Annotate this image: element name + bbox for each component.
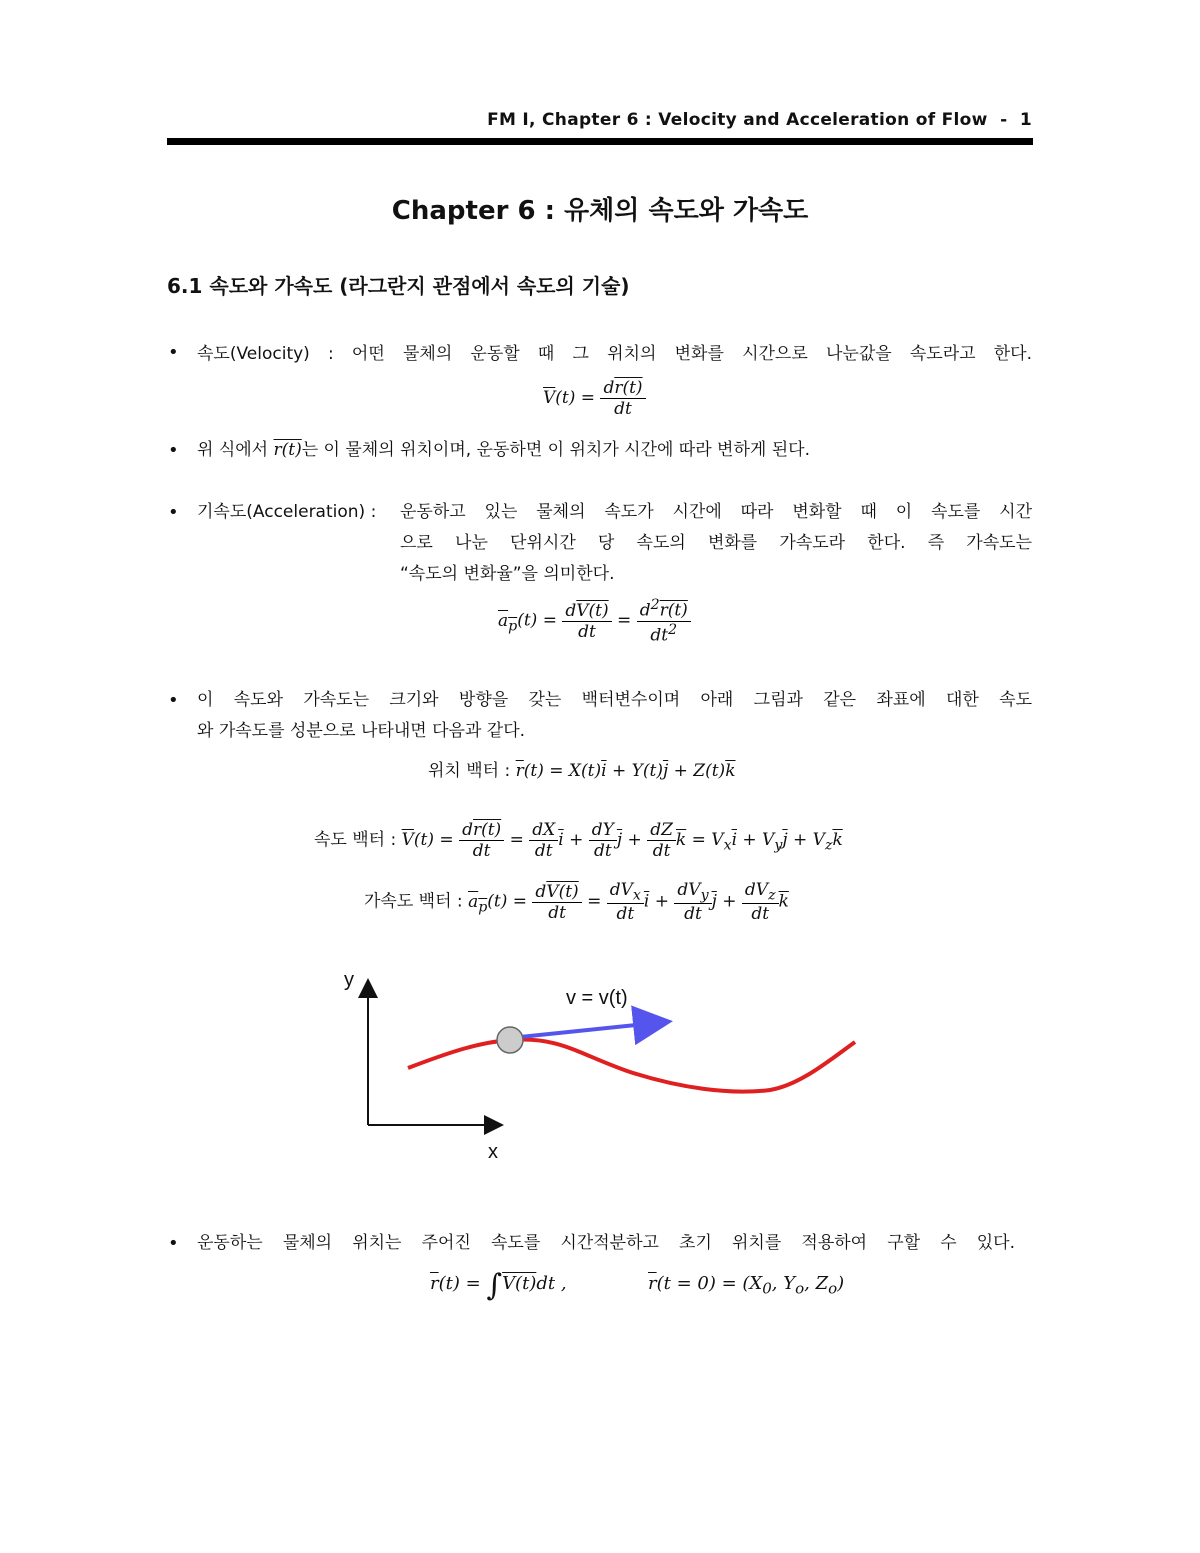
velocity-vector-label: 속도 백터 : — [314, 830, 397, 850]
running-header: FM I, Chapter 6 : Velocity and Acceleration of Flow - 1 — [487, 110, 1032, 130]
acceleration-line-3: “속도의 변화율”을 의미한다. — [400, 564, 615, 584]
bullet-marker: • — [168, 440, 179, 461]
trajectory-figure — [330, 960, 890, 1170]
position-vector-label: 위치 백터 : — [428, 761, 511, 781]
position-symbol: r(t) — [273, 440, 302, 460]
bullet-marker: • — [168, 342, 179, 363]
integral-equation: $\overline{r}(t) = \int V(t)dt$ , $\overline{r}(t = 0) = (X_0$, $Y_o$, $Z_o$) — [430, 1268, 845, 1303]
velocity-definition: 속도(Velocity) : 어떤 물체의 운동할 때 그 위치의 변화를 시간으로 나눈값을 속도라고 한다. — [197, 344, 1032, 364]
particle — [497, 1027, 523, 1053]
header-rule — [167, 138, 1033, 145]
position-vector-equation: 위치 백터 : $\overline{r}(t) = X(t)\overline{i} + Y(t)\overline{j} + Z(t)\overline{k}$ — [428, 761, 736, 781]
acceleration-equation: $a_p(t)$ = $\frac{dV(t)}{dt}$ = $\frac{d^2r(t)}{dt^2}$ — [498, 597, 691, 645]
acceleration-line-2: 으로 나눈 단위시간 당 속도의 변화를 가속도라 한다. 즉 가속도는 — [400, 533, 1032, 553]
bullet-marker: • — [168, 1233, 179, 1254]
acceleration-line-1: 운동하고 있는 물체의 속도가 시간에 따라 변화할 때 이 속도를 시간 — [400, 502, 1032, 522]
y-axis-label: y — [344, 969, 354, 991]
acceleration-vector-equation: 가속도 백터 : $a_p(t)$ = $\frac{dV(t)}{dt}$ = $\frac{dV_x}{dt}$ $\overline{i}$ + $\frac{dV_y}{dt}$ $\overline{j}$ + $\frac{dV_z}{dt}$ $\overline{k}$ — [364, 880, 789, 925]
vector-line-1: 이 속도와 가속도는 크기와 방향을 갖는 백터변수이며 아래 그림과 같은 좌표에 대한 속도 — [197, 690, 1032, 710]
velocity-vector-equation: 속도 백터 : $\overline{V}(t)$ = $\frac{dr(t)}{dt}$ = $\frac{dX}{dt}$ $\overline{i}$ + $\frac{dY}{dt}$ $\overline{j}$ + $\frac{dZ}{dt}$ $\overline{k} = V_x\overline{i} + V_y\overline{j} + V_z\overline{k}$ — [314, 820, 843, 861]
trajectory-curve — [408, 1039, 855, 1091]
chapter-title: Chapter 6 : 유체의 속도와 가속도 — [391, 196, 809, 226]
velocity-equation: $\overline{V}(t)$ = $\frac{dr(t)}{dt}$ — [543, 378, 646, 419]
velocity-arrow — [520, 1022, 665, 1037]
acceleration-lead: 기속도(Acceleration) : — [197, 502, 377, 522]
bullet-marker: • — [168, 690, 179, 711]
position-note-post: 는 이 물체의 위치이며, 운동하면 이 위치가 시간에 따라 변하게 된다. — [301, 440, 810, 460]
bullet-marker: • — [168, 502, 179, 523]
vector-line-2: 와 가속도를 성분으로 나타내면 다음과 같다. — [197, 721, 526, 741]
integration-note: 운동하는 물체의 위치는 주어진 속도를 시간적분하고 초기 위치를 적용하여 구할 수 있다. — [197, 1233, 1015, 1253]
position-note — [197, 435, 1037, 466]
acceleration-vector-label: 가속도 백터 : — [364, 891, 463, 912]
section-title: 6.1 속도와 가속도 (라그란지 관점에서 속도의 기술) — [167, 274, 630, 298]
velocity-label: v = v(t) — [566, 987, 628, 1009]
x-axis-label: x — [488, 1141, 498, 1163]
position-note-pre: 위 식에서 — [197, 440, 269, 460]
